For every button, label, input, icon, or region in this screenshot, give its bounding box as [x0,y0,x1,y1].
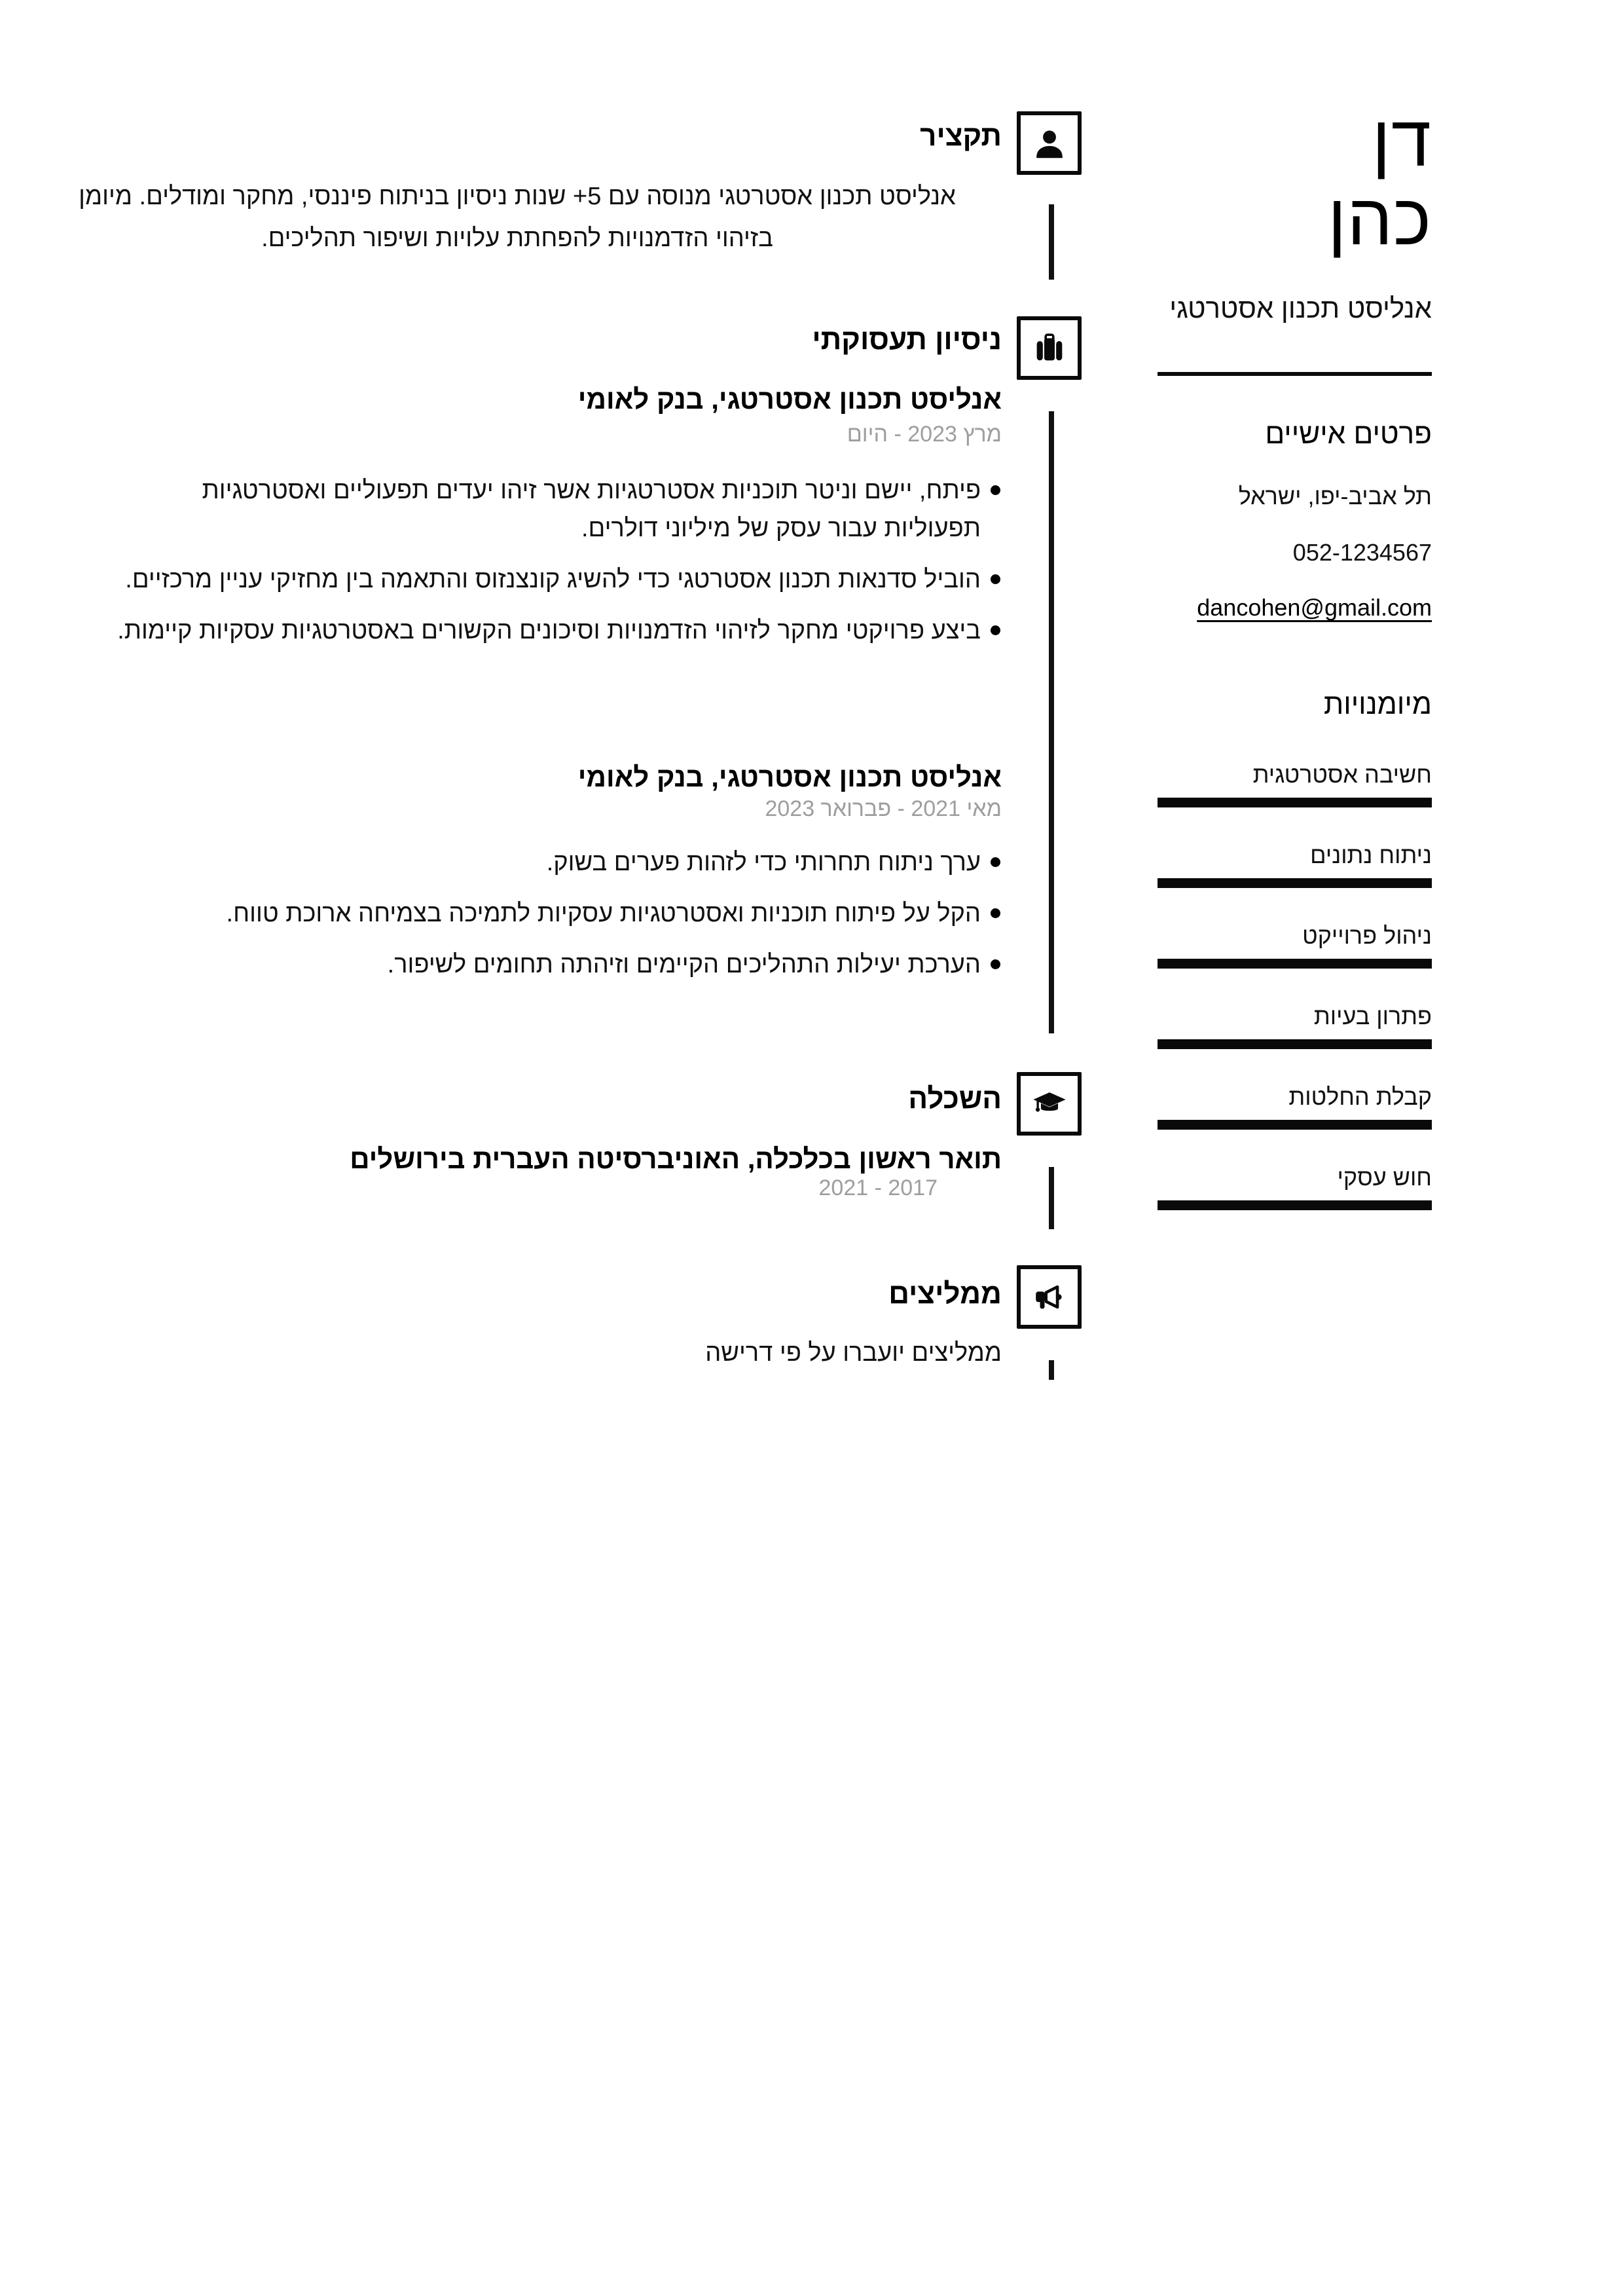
job-bullet: הוביל סדנאות תכנון אסטרטגי כדי להשיג קונצנזוס והתאמה בין מחזיקי עניין מרכזיים. [117,561,1002,599]
job-bullet: הערכת יעילות התהליכים הקיימים וזיהתה תחומים לשיפור. [117,946,1002,984]
location-text: תל אביב-יפו, ישראל [1238,483,1432,509]
skill-bar-fill [1158,798,1432,807]
skill-item [1158,1164,1432,1210]
education-heading: השכלה [908,1083,1002,1115]
timeline-segment [1049,411,1054,1033]
skill-bar [1158,798,1432,807]
personal-details-heading: פרטים אישיים [1265,418,1432,450]
skill-bar [1158,1200,1432,1210]
sidebar-divider [1158,372,1432,376]
skill-label: ניתוח נתונים [1310,842,1432,868]
email-row [1158,594,1432,621]
references-text: ממליצים יועברו על פי דרישה [705,1339,1002,1367]
job-title: אנליסט תכנון אסטרטגי, בנק לאומי [577,762,1002,792]
skill-bar [1158,959,1432,969]
job-bullet-list [117,472,1002,663]
job-title: אנליסט תכנון אסטרטגי, בנק לאומי [577,384,1002,415]
briefcase-icon [1030,329,1068,367]
job-headline: אנליסט תכנון אסטרטגי [1169,293,1432,324]
skills-heading: מיומנויות [1323,688,1432,720]
graduation-cap-icon [1030,1085,1068,1123]
skill-label: ניהול פרוייקט [1302,922,1432,949]
first-name: דן [1372,101,1432,181]
skill-bar-fill [1158,1039,1432,1049]
references-icon-box [1017,1265,1082,1329]
candidate-name [1158,102,1432,259]
job-bullet: ערך ניתוח תחרותי כדי לזהות פערים בשוק. [117,843,1002,881]
last-name: כהן [1327,179,1432,260]
timeline-segment [1049,1360,1054,1380]
references-heading: ממליצים [888,1278,1002,1310]
phone-text: 052-1234567 [1292,539,1432,566]
skill-item [1158,761,1432,807]
skills-list [1158,761,1432,1244]
job-bullet: הקל על פיתוח תוכניות ואסטרטגיות עסקיות לתמיכה בצמיחה ארוכת טווח. [117,895,1002,933]
skill-item [1158,1083,1432,1130]
experience-heading: ניסיון תעסוקתי [812,324,1002,356]
timeline-segment [1049,204,1054,280]
summary-icon-box [1017,111,1082,175]
job-bullet: פיתח, יישם וניטר תוכניות אסטרטגיות אשר זיהו יעדים תפעוליים ואסטרטגיות תפעוליות עבור עסק של מיליוני דולרים. [117,472,1002,547]
education-icon-box [1017,1072,1082,1136]
job-bullet-list [117,843,1002,997]
education-period: 2017 - 2021 [818,1176,938,1200]
skill-label: קבלת החלטות [1288,1083,1432,1110]
skill-label: חשיבה אסטרטגית [1252,761,1432,788]
skill-label: חוש עסקי [1337,1164,1432,1191]
skill-bar-fill [1158,1200,1432,1210]
skill-bar-fill [1158,878,1432,888]
skill-bar-fill [1158,959,1432,969]
experience-icon-box [1017,316,1082,380]
skill-bar [1158,1120,1432,1130]
skill-item [1158,1003,1432,1049]
skill-bar [1158,878,1432,888]
skill-item [1158,842,1432,888]
job-period: מרץ 2023 - היום [847,422,1002,447]
degree-title: תואר ראשון בכלכלה, האוניברסיטה העברית בירושלים [350,1143,1002,1174]
job-period: מאי 2021 - פברואר 2023 [765,796,1002,821]
summary-heading: תקציר [920,120,1002,152]
job-bullet: ביצע פרויקטי מחקר לזיהוי הזדמנויות וסיכונים הקשורים באסטרטגיות עסקיות קיימות. [117,612,1002,650]
person-icon [1030,124,1068,162]
summary-text: אנליסט תכנון אסטרטגי מנוסה עם 5+ שנות ניסיון בניתוח פיננסי, מחקר ומודלים. מיומן בזיהוי הזדמנויות להפחתת עלויות ושיפור תהליכים. [79,183,956,252]
email-link[interactable]: dancohen@gmail.com [1197,594,1432,621]
skill-bar-fill [1158,1120,1432,1130]
timeline-segment [1049,1167,1054,1229]
skill-bar [1158,1039,1432,1049]
megaphone-icon [1030,1278,1068,1316]
skill-label: פתרון בעיות [1313,1003,1432,1029]
skill-item [1158,922,1432,969]
